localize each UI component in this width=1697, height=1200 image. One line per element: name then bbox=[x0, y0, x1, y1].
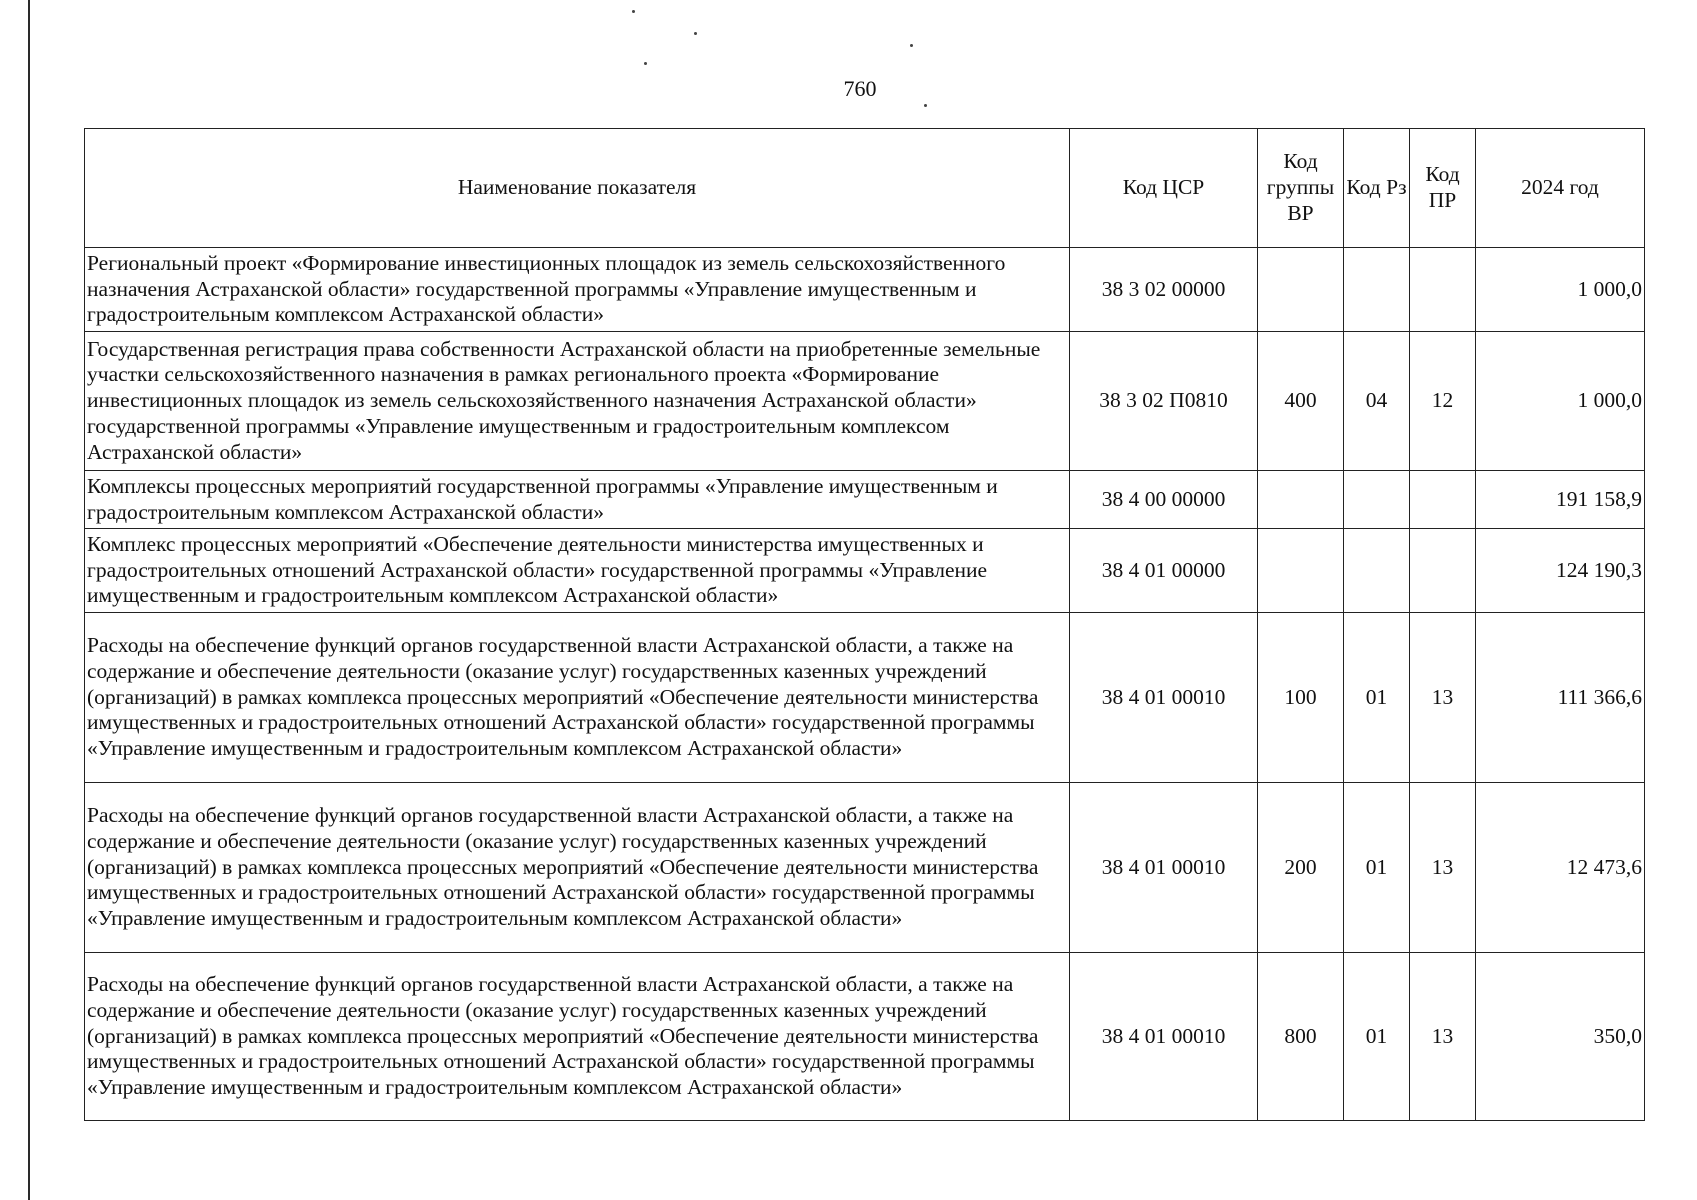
row-pr-code: 12 bbox=[1410, 332, 1476, 471]
budget-table bbox=[84, 128, 1645, 1121]
row-indicator-name: Комплексы процессных мероприятий государственной программы «Управление имущественным и градостроительным комплексом Астраханской области» bbox=[85, 471, 1070, 529]
header-pr-code: Код ПР bbox=[1410, 129, 1476, 248]
row-csr-code: 38 3 02 П0810 bbox=[1070, 332, 1258, 471]
row-indicator-name: Государственная регистрация права собственности Астраханской области на приобретенные земельные участки сельскохозяйственного назначения в рамках регионального проекта «Формирование инвестиционных площадок из земель сельскохозяйственного назначения Астраханской области» государственной программы «Управление имущественным и градостроительным комплексом Астраханской области» bbox=[85, 332, 1070, 471]
row-indicator-name: Расходы на обеспечение функций органов государственной власти Астраханской области, а также на содержание и обеспечение деятельности (оказание услуг) государственных казенных учреждений (организаций) в рамках комплекса процессных мероприятий «Обеспечение деятельности министерства имущественных и градостроительных отношений Астраханской области» государственной программы «Управление имущественным и градостроительным комплексом Астраханской области» bbox=[85, 953, 1070, 1121]
table-header-row bbox=[85, 129, 1645, 248]
scan-speck bbox=[632, 10, 635, 13]
page-left-edge-rule bbox=[28, 0, 30, 1200]
row-indicator-name: Региональный проект «Формирование инвестиционных площадок из земель сельскохозяйственного назначения Астраханской области» государственной программы «Управление имущественным и градостроительным комплексом Астраханской области» bbox=[85, 248, 1070, 332]
row-indicator-name: Расходы на обеспечение функций органов государственной власти Астраханской области, а также на содержание и обеспечение деятельности (оказание услуг) государственных казенных учреждений (организаций) в рамках комплекса процессных мероприятий «Обеспечение деятельности министерства имущественных и градостроительных отношений Астраханской области» государственной программы «Управление имущественным и градостроительным комплексом Астраханской области» bbox=[85, 783, 1070, 953]
header-indicator-name: Наименование показателя bbox=[85, 129, 1070, 248]
row-pr-code bbox=[1410, 471, 1476, 529]
table-row bbox=[85, 471, 1645, 529]
scan-speck bbox=[924, 104, 927, 107]
row-indicator-name: Комплекс процессных мероприятий «Обеспечение деятельности министерства имущественных и градостроительных отношений Астраханской области» государственной программы «Управление имущественным и градостроительным комплексом Астраханской области» bbox=[85, 529, 1070, 613]
row-pr-code: 13 bbox=[1410, 783, 1476, 953]
row-pr-code: 13 bbox=[1410, 613, 1476, 783]
row-amount-2024: 350,0 bbox=[1476, 953, 1645, 1121]
table-row bbox=[85, 248, 1645, 332]
row-pr-code bbox=[1410, 529, 1476, 613]
scan-speck bbox=[910, 44, 913, 47]
row-rz-code: 01 bbox=[1344, 953, 1410, 1121]
row-vr-code bbox=[1258, 529, 1344, 613]
row-rz-code bbox=[1344, 471, 1410, 529]
header-vr-group-code: Код группы ВР bbox=[1258, 129, 1344, 248]
row-vr-code: 400 bbox=[1258, 332, 1344, 471]
row-vr-code: 800 bbox=[1258, 953, 1344, 1121]
header-csr-code: Код ЦСР bbox=[1070, 129, 1258, 248]
table-row bbox=[85, 953, 1645, 1121]
row-amount-2024: 1 000,0 bbox=[1476, 248, 1645, 332]
scan-speck bbox=[694, 32, 697, 35]
header-year-2024: 2024 год bbox=[1476, 129, 1645, 248]
row-amount-2024: 111 366,6 bbox=[1476, 613, 1645, 783]
row-indicator-name: Расходы на обеспечение функций органов государственной власти Астраханской области, а также на содержание и обеспечение деятельности (оказание услуг) государственных казенных учреждений (организаций) в рамках комплекса процессных мероприятий «Обеспечение деятельности министерства имущественных и градостроительных отношений Астраханской области» государственной программы «Управление имущественным и градостроительным комплексом Астраханской области» bbox=[85, 613, 1070, 783]
header-rz-code: Код Рз bbox=[1344, 129, 1410, 248]
row-amount-2024: 1 000,0 bbox=[1476, 332, 1645, 471]
row-csr-code: 38 3 02 00000 bbox=[1070, 248, 1258, 332]
row-csr-code: 38 4 01 00010 bbox=[1070, 613, 1258, 783]
row-pr-code bbox=[1410, 248, 1476, 332]
row-amount-2024: 12 473,6 bbox=[1476, 783, 1645, 953]
row-vr-code: 200 bbox=[1258, 783, 1344, 953]
row-csr-code: 38 4 01 00010 bbox=[1070, 783, 1258, 953]
scan-speck bbox=[644, 62, 647, 65]
table-row bbox=[85, 332, 1645, 471]
row-pr-code: 13 bbox=[1410, 953, 1476, 1121]
row-vr-code bbox=[1258, 471, 1344, 529]
table-row bbox=[85, 783, 1645, 953]
row-amount-2024: 124 190,3 bbox=[1476, 529, 1645, 613]
row-csr-code: 38 4 01 00010 bbox=[1070, 953, 1258, 1121]
row-rz-code: 01 bbox=[1344, 783, 1410, 953]
page-number: 760 bbox=[843, 76, 877, 101]
row-rz-code bbox=[1344, 529, 1410, 613]
row-csr-code: 38 4 00 00000 bbox=[1070, 471, 1258, 529]
row-amount-2024: 191 158,9 bbox=[1476, 471, 1645, 529]
row-csr-code: 38 4 01 00000 bbox=[1070, 529, 1258, 613]
row-vr-code: 100 bbox=[1258, 613, 1344, 783]
row-rz-code bbox=[1344, 248, 1410, 332]
row-rz-code: 04 bbox=[1344, 332, 1410, 471]
table-row bbox=[85, 529, 1645, 613]
row-rz-code: 01 bbox=[1344, 613, 1410, 783]
row-vr-code bbox=[1258, 248, 1344, 332]
table-row bbox=[85, 613, 1645, 783]
